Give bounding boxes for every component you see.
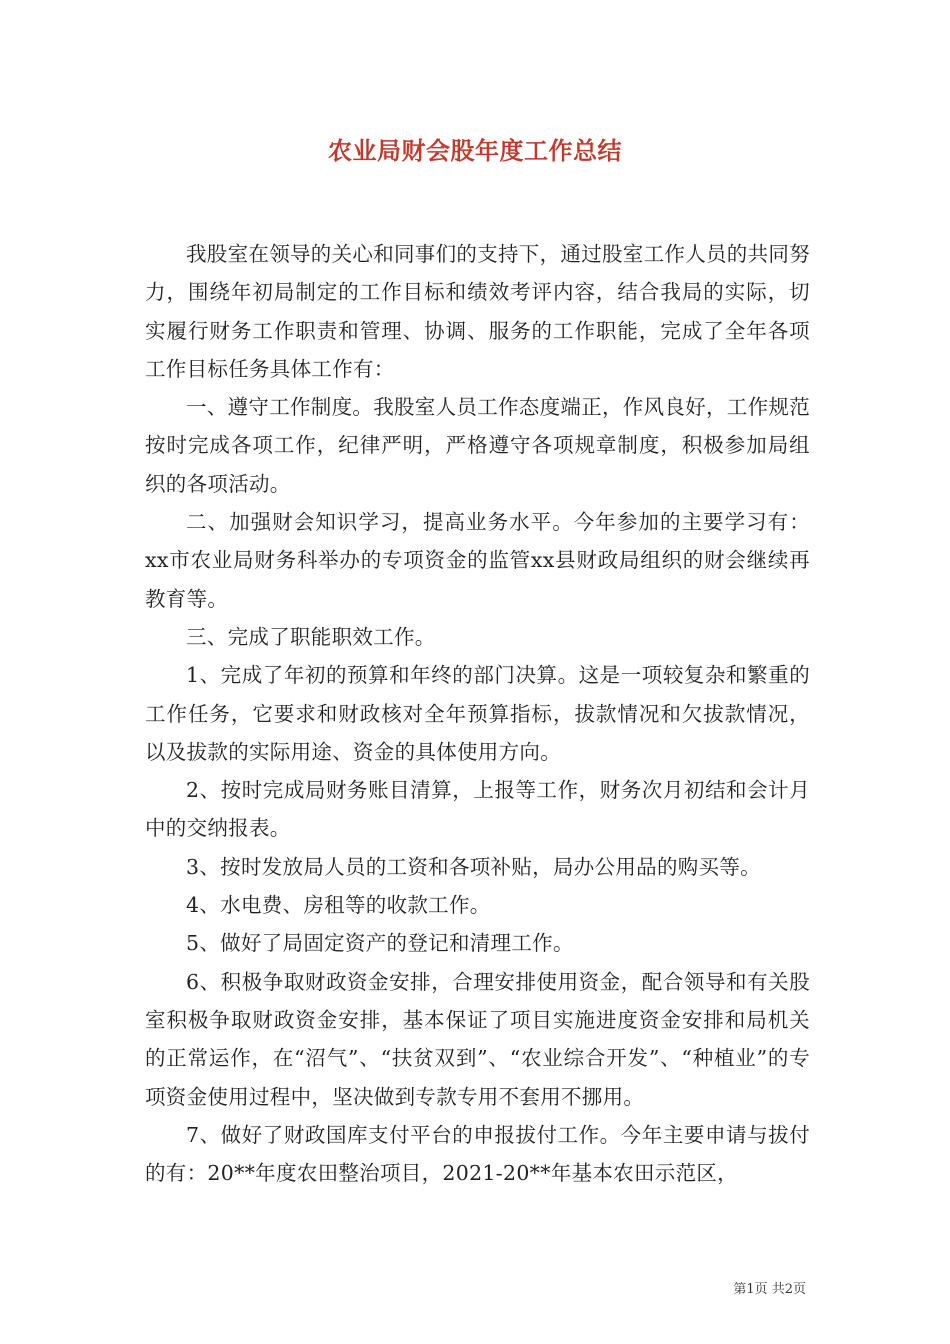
paragraph-section-3: 三、完成了职能职效工作。	[186, 624, 436, 649]
paragraph-section-2: 二、加强财会知识学习，提高业务水平。今年参加的主要学习有：xx市农业局财务科举办的专项资金的监管xx县财政局组织的财会继续再教育等。	[145, 510, 810, 611]
paragraph-item-1: 1、完成了年初的预算和年终的部门决算。这是一项较复杂和繁重的工作任务，它要求和财政核对全年预算指标，拔款情况和欠拔款情况，以及拔款的实际用途、资金的具体使用方向。	[145, 663, 810, 764]
document-title: 农业局财会股年度工作总结	[328, 136, 622, 165]
paragraph-item-2: 2、按时完成局财务账目清算，上报等工作，财务次月初结和会计月中的交纳报表。	[145, 778, 810, 841]
paragraph-item-4: 4、水电费、房租等的收款工作。	[186, 893, 491, 918]
page-number: 第1页 共2页	[733, 1282, 806, 1297]
paragraph-item-7: 7、做好了财政国库支付平台的申报拔付工作。今年主要申请与拔付的有：20**年度农田整治项目，2021-20**年基本农田示范区，	[145, 1122, 810, 1186]
paragraph-item-5: 5、做好了局固定资产的登记和清理工作。	[186, 931, 574, 956]
paragraph-item-6: 6、积极争取财政资金安排，合理安排使用资金，配合领导和有关股室积极争取财政资金安排，基本保证了项目实施进度资金安排和局机关的正常运作，在“沼气”、“扶贫双到”、“农业综合开发”、“种植业”的专项资金使用过程中，坚决做到专款专用不套用不挪用。	[145, 969, 810, 1109]
document-body	[145, 235, 810, 1192]
paragraph-intro: 我股室在领导的关心和同事们的支持下，通过股室工作人员的共同努力，围绕年初局制定的工作目标和绩效考评内容，结合我局的实际，切实履行财务工作职责和管理、协调、服务的工作职能，完成了全年各项工作目标任务具体工作有：	[145, 242, 810, 381]
paragraph-section-1: 一、遵守工作制度。我股室人员工作态度端正，作风良好，工作规范按时完成各项工作，纪律严明，严格遵守各项规章制度，积极参加局组织的各项活动。	[145, 395, 810, 496]
paragraph-item-3: 3、按时发放局人员的工资和各项补贴，局办公用品的购买等。	[186, 854, 761, 879]
